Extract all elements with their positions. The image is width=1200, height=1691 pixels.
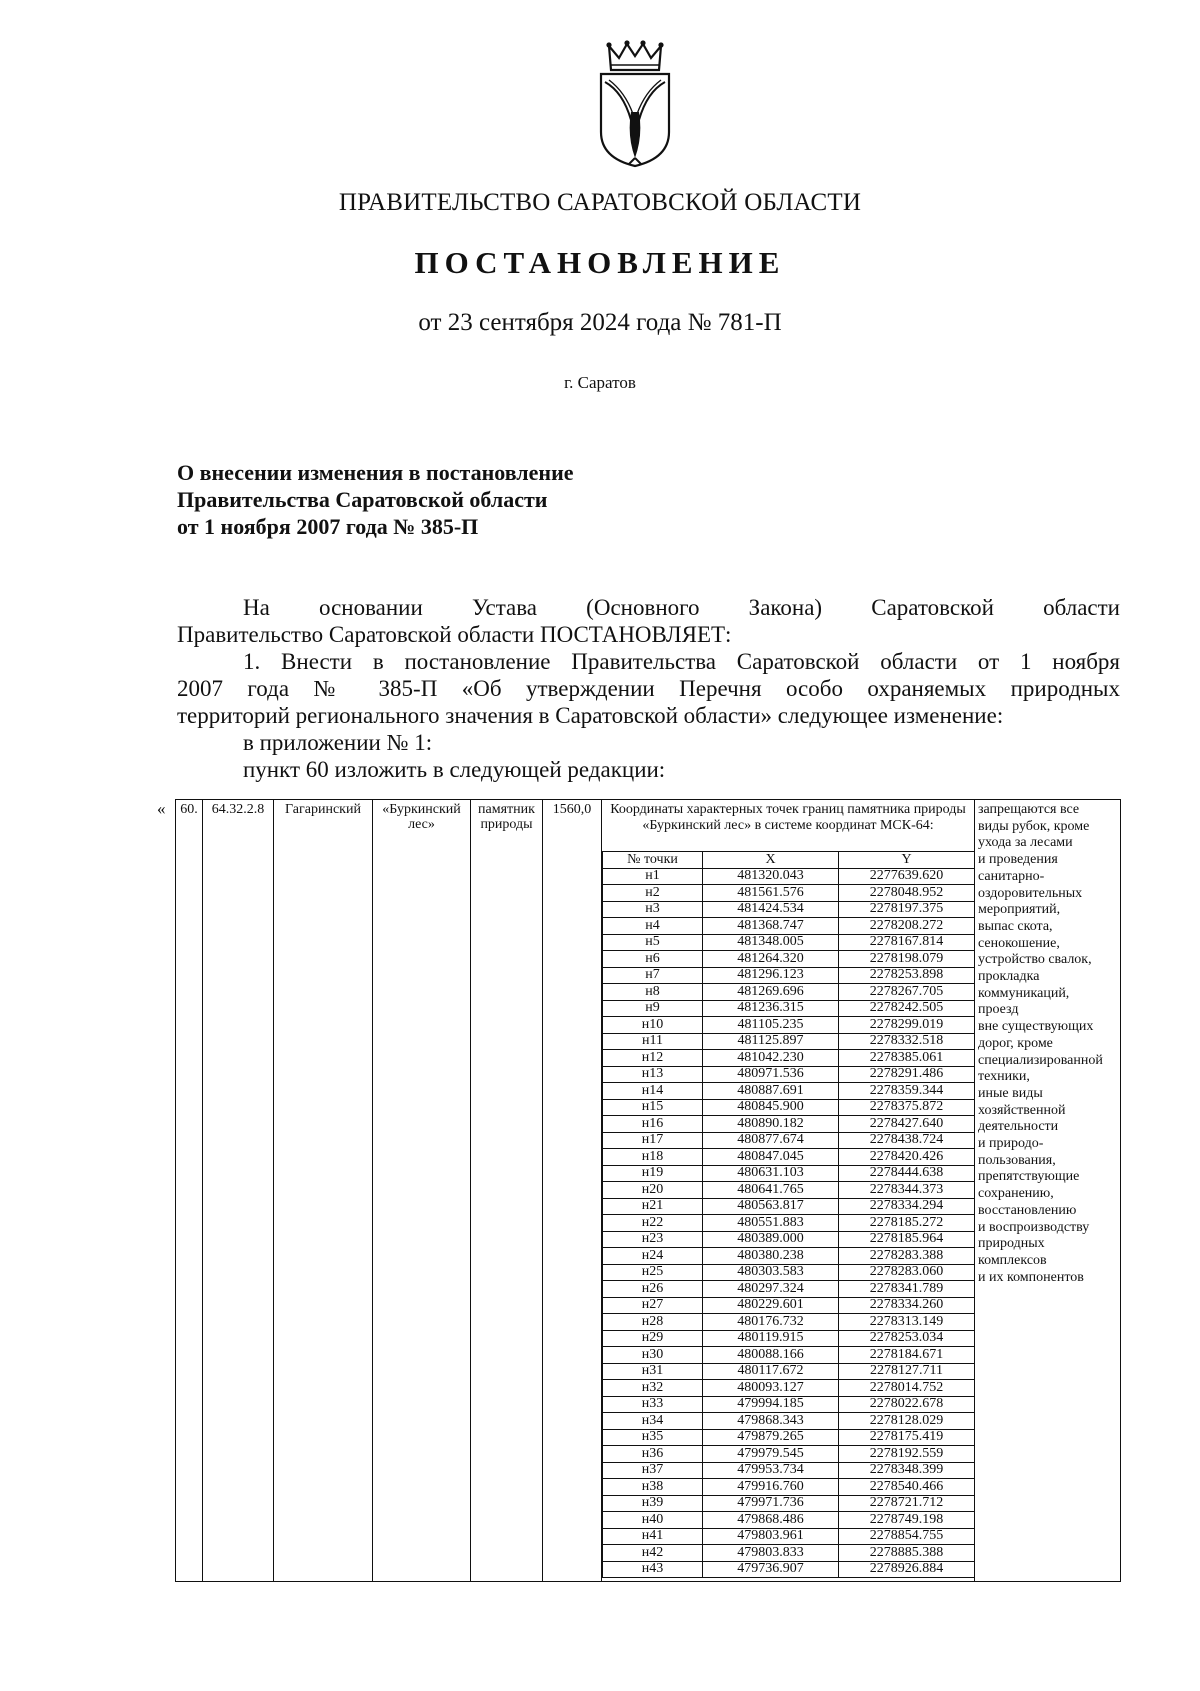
document-body xyxy=(177,594,1120,783)
coord-x: 480563.817 xyxy=(703,1198,839,1215)
coord-x: 480551.883 xyxy=(703,1215,839,1232)
table-row xyxy=(603,951,975,968)
coord-y: 2278438.724 xyxy=(839,1132,975,1149)
document-type: ПОСТАНОВЛЕНИЕ xyxy=(414,245,786,280)
coord-y: 2278344.373 xyxy=(839,1182,975,1199)
coord-x: 479994.185 xyxy=(703,1396,839,1413)
coord-x: 480389.000 xyxy=(703,1231,839,1248)
coord-x: 481264.320 xyxy=(703,951,839,968)
restriction-line: санитарно- xyxy=(978,868,1045,884)
point-id: н38 xyxy=(603,1479,703,1496)
coord-x: 481368.747 xyxy=(703,918,839,935)
coord-x: 479736.907 xyxy=(703,1561,839,1578)
table-row xyxy=(603,1330,975,1347)
restriction-line: и проведения xyxy=(978,852,1058,868)
paragraph-line: 1. Внести в постановление Правительства Саратовской области от 1 ноября xyxy=(243,649,1120,674)
item-code: 64.32.2.8 xyxy=(211,802,265,817)
column-divider xyxy=(202,800,203,1581)
coord-x: 480641.765 xyxy=(703,1182,839,1199)
coord-y: 2278885.388 xyxy=(839,1545,975,1562)
coord-y: 2278291.486 xyxy=(839,1066,975,1083)
point-id: н1 xyxy=(603,868,703,885)
paragraph-line: Правительство Саратовской области ПОСТАНОВЛЯЕТ: xyxy=(177,622,732,647)
subject-line: от 1 ноября 2007 года № 385-П xyxy=(177,514,479,539)
coord-x: 479803.833 xyxy=(703,1545,839,1562)
point-id: н18 xyxy=(603,1149,703,1166)
table-row xyxy=(603,1396,975,1413)
coord-y: 2278253.034 xyxy=(839,1330,975,1347)
table-row xyxy=(603,1066,975,1083)
coord-x: 480303.583 xyxy=(703,1264,839,1281)
point-id: н33 xyxy=(603,1396,703,1413)
coord-y: 2278253.898 xyxy=(839,967,975,984)
table-row xyxy=(603,1561,975,1578)
item-category: памятник природы xyxy=(478,802,535,832)
coordinates-table xyxy=(602,851,975,1578)
coord-y: 2278267.705 xyxy=(839,984,975,1001)
point-id: н28 xyxy=(603,1314,703,1331)
point-id: н15 xyxy=(603,1099,703,1116)
table-row xyxy=(603,967,975,984)
coord-y: 2278283.388 xyxy=(839,1248,975,1265)
point-id: н29 xyxy=(603,1330,703,1347)
coord-x: 479879.265 xyxy=(703,1429,839,1446)
point-id: н39 xyxy=(603,1495,703,1512)
table-row xyxy=(603,1149,975,1166)
table-row xyxy=(603,1545,975,1562)
paragraph-line: пункт 60 изложить в следующей редакции: xyxy=(243,757,666,782)
table-row xyxy=(603,1462,975,1479)
column-divider xyxy=(542,800,543,1581)
point-id: н21 xyxy=(603,1198,703,1215)
table-row xyxy=(603,1528,975,1545)
coord-y: 2278749.198 xyxy=(839,1512,975,1529)
coord-y: 2278185.964 xyxy=(839,1231,975,1248)
table-row xyxy=(603,918,975,935)
table-row xyxy=(603,1099,975,1116)
paragraph-line: 2007 года № 385-П «Об утверждении Перечня особо охраняемых природных xyxy=(177,676,1120,701)
coord-y: 2278420.426 xyxy=(839,1149,975,1166)
coord-y: 2278175.419 xyxy=(839,1429,975,1446)
coord-y: 2278348.399 xyxy=(839,1462,975,1479)
point-id: н6 xyxy=(603,951,703,968)
restriction-line: и природо- xyxy=(978,1136,1044,1152)
point-id: н24 xyxy=(603,1248,703,1265)
point-id: н13 xyxy=(603,1066,703,1083)
table-row xyxy=(603,1000,975,1017)
coord-y: 2278048.952 xyxy=(839,885,975,902)
table-row xyxy=(603,868,975,885)
point-id: н43 xyxy=(603,1561,703,1578)
coord-y: 2278299.019 xyxy=(839,1017,975,1034)
coord-x: 480117.672 xyxy=(703,1363,839,1380)
coord-y: 2278334.294 xyxy=(839,1198,975,1215)
restriction-line: и воспроизводству xyxy=(978,1219,1090,1235)
coord-y: 2278313.149 xyxy=(839,1314,975,1331)
coord-x: 481042.230 xyxy=(703,1050,839,1067)
coord-y: 2277639.620 xyxy=(839,868,975,885)
table-row xyxy=(603,901,975,918)
table-row xyxy=(603,1380,975,1397)
table-row xyxy=(603,1429,975,1446)
point-id: н2 xyxy=(603,885,703,902)
restriction-line: прокладка xyxy=(978,969,1040,985)
coord-x: 480890.182 xyxy=(703,1116,839,1133)
coord-y: 2278192.559 xyxy=(839,1446,975,1463)
coord-y: 2278375.872 xyxy=(839,1099,975,1116)
coord-x: 479868.486 xyxy=(703,1512,839,1529)
coord-y: 2278540.466 xyxy=(839,1479,975,1496)
coord-x: 479971.736 xyxy=(703,1495,839,1512)
column-header: Y xyxy=(839,852,975,869)
amendment-table xyxy=(175,799,1121,1582)
item-district: Гагаринский xyxy=(285,802,361,817)
point-id: н30 xyxy=(603,1347,703,1364)
restriction-line: устройство свалок, xyxy=(978,952,1092,968)
point-id: н9 xyxy=(603,1000,703,1017)
coord-y: 2278184.671 xyxy=(839,1347,975,1364)
item-area: 1560,0 xyxy=(552,802,592,817)
point-id: н36 xyxy=(603,1446,703,1463)
point-id: н20 xyxy=(603,1182,703,1199)
coord-y: 2278854.755 xyxy=(839,1528,975,1545)
coord-x: 479953.734 xyxy=(703,1462,839,1479)
coord-y: 2278128.029 xyxy=(839,1413,975,1430)
table-row xyxy=(603,1116,975,1133)
point-id: н14 xyxy=(603,1083,703,1100)
coord-y: 2278167.814 xyxy=(839,934,975,951)
restriction-line: природных xyxy=(978,1236,1045,1252)
coord-x: 480229.601 xyxy=(703,1297,839,1314)
point-id: н26 xyxy=(603,1281,703,1298)
table-row xyxy=(603,1017,975,1034)
point-id: н23 xyxy=(603,1231,703,1248)
restriction-line: дорог, кроме xyxy=(978,1035,1053,1051)
table-row xyxy=(603,1446,975,1463)
coord-y: 2278208.272 xyxy=(839,918,975,935)
column-divider xyxy=(372,800,373,1581)
coord-x: 480119.915 xyxy=(703,1330,839,1347)
coordinates-title: Координаты характерных точек границ памятника природы «Буркинский лес» в системе координат МСК-64: xyxy=(610,802,966,833)
restriction-line: вне существующих xyxy=(978,1019,1094,1035)
coord-x: 480887.691 xyxy=(703,1083,839,1100)
restriction-line: запрещаются все xyxy=(978,802,1080,817)
coord-x: 479803.961 xyxy=(703,1528,839,1545)
coord-x: 480845.900 xyxy=(703,1099,839,1116)
restriction-line: деятельности xyxy=(978,1119,1059,1135)
table-row xyxy=(603,1083,975,1100)
restriction-line: коммуникаций, xyxy=(978,985,1070,1001)
table-row xyxy=(603,1264,975,1281)
point-id: н16 xyxy=(603,1116,703,1133)
coord-y: 2278242.505 xyxy=(839,1000,975,1017)
coord-x: 480088.166 xyxy=(703,1347,839,1364)
document-subject xyxy=(177,459,574,540)
table-row xyxy=(603,1132,975,1149)
table-row xyxy=(603,1248,975,1265)
issuing-authority: ПРАВИТЕЛЬСТВО САРАТОВСКОЙ ОБЛАСТИ xyxy=(338,189,862,216)
point-id: н8 xyxy=(603,984,703,1001)
coord-x: 481105.235 xyxy=(703,1017,839,1034)
restriction-line: восстановлению xyxy=(978,1202,1077,1218)
point-id: н27 xyxy=(603,1297,703,1314)
coord-y: 2278197.375 xyxy=(839,901,975,918)
coord-x: 481296.123 xyxy=(703,967,839,984)
coord-x: 479868.343 xyxy=(703,1413,839,1430)
point-id: н42 xyxy=(603,1545,703,1562)
column-header: № точки xyxy=(603,852,703,869)
point-id: н5 xyxy=(603,934,703,951)
table-row xyxy=(603,934,975,951)
paragraph-line: в приложении № 1: xyxy=(243,730,433,755)
coord-x: 479916.760 xyxy=(703,1479,839,1496)
coord-y: 2278332.518 xyxy=(839,1033,975,1050)
restriction-line: пользования, xyxy=(978,1152,1056,1168)
document-date-number: от 23 сентября 2024 года № 781-П xyxy=(418,309,782,336)
restriction-line: и их компонентов xyxy=(978,1269,1084,1285)
coord-y: 2278341.789 xyxy=(839,1281,975,1298)
point-id: н35 xyxy=(603,1429,703,1446)
point-id: н10 xyxy=(603,1017,703,1034)
paragraph-line: территорий регионального значения в Саратовской области» следующее изменение: xyxy=(177,703,1004,728)
item-name: «Буркинский лес» xyxy=(382,802,461,832)
coord-x: 480971.536 xyxy=(703,1066,839,1083)
paragraph-line: На основании Устава (Основного Закона) Саратовской области xyxy=(243,595,1120,620)
coord-x: 481236.315 xyxy=(703,1000,839,1017)
point-id: н7 xyxy=(603,967,703,984)
table-row xyxy=(603,1512,975,1529)
coord-x: 480847.045 xyxy=(703,1149,839,1166)
restriction-line: комплексов xyxy=(978,1252,1047,1268)
restriction-line: виды рубок, кроме xyxy=(978,818,1090,834)
coord-y: 2278283.060 xyxy=(839,1264,975,1281)
coord-x: 479979.545 xyxy=(703,1446,839,1463)
coord-y: 2278359.344 xyxy=(839,1083,975,1100)
table-row xyxy=(603,1495,975,1512)
table-row xyxy=(603,1231,975,1248)
restriction-line: выпас скота, xyxy=(978,918,1053,934)
point-id: н32 xyxy=(603,1380,703,1397)
table-row xyxy=(603,1198,975,1215)
table-row xyxy=(603,1033,975,1050)
column-divider xyxy=(470,800,471,1581)
coord-y: 2278926.884 xyxy=(839,1561,975,1578)
coord-y: 2278385.061 xyxy=(839,1050,975,1067)
point-id: н4 xyxy=(603,918,703,935)
coord-x: 481269.696 xyxy=(703,984,839,1001)
table-row xyxy=(603,1363,975,1380)
coord-x: 481424.534 xyxy=(703,901,839,918)
coord-x: 481125.897 xyxy=(703,1033,839,1050)
coord-x: 480380.238 xyxy=(703,1248,839,1265)
table-row xyxy=(603,1281,975,1298)
coord-x: 480297.324 xyxy=(703,1281,839,1298)
coord-x: 481561.576 xyxy=(703,885,839,902)
table-row xyxy=(603,1413,975,1430)
coord-y: 2278022.678 xyxy=(839,1396,975,1413)
restrictions-text xyxy=(978,802,1122,1286)
restriction-line: препятствующие xyxy=(978,1169,1080,1185)
coord-y: 2278444.638 xyxy=(839,1165,975,1182)
restriction-line: хозяйственной xyxy=(978,1102,1066,1118)
point-id: н12 xyxy=(603,1050,703,1067)
coord-x: 480176.732 xyxy=(703,1314,839,1331)
coordinates-header-row xyxy=(603,852,975,869)
point-id: н34 xyxy=(603,1413,703,1430)
item-number: 60. xyxy=(180,802,198,817)
restriction-line: сенокошение, xyxy=(978,935,1060,951)
document-city: г. Саратов xyxy=(564,373,636,392)
point-id: н17 xyxy=(603,1132,703,1149)
table-row xyxy=(603,1182,975,1199)
point-id: н22 xyxy=(603,1215,703,1232)
point-id: н3 xyxy=(603,901,703,918)
point-id: н11 xyxy=(603,1033,703,1050)
restriction-line: ухода за лесами xyxy=(978,835,1073,851)
table-row xyxy=(603,1314,975,1331)
table-row xyxy=(603,1050,975,1067)
coord-y: 2278014.752 xyxy=(839,1380,975,1397)
point-id: н25 xyxy=(603,1264,703,1281)
restriction-line: техники, xyxy=(978,1069,1030,1085)
opening-quote-mark: « xyxy=(157,799,166,818)
table-row xyxy=(603,885,975,902)
subject-line: О внесении изменения в постановление xyxy=(177,460,574,485)
coord-y: 2278127.711 xyxy=(839,1363,975,1380)
table-row xyxy=(603,984,975,1001)
subject-line: Правительства Саратовской области xyxy=(177,487,548,512)
table-row xyxy=(603,1479,975,1496)
coord-x: 481348.005 xyxy=(703,934,839,951)
point-id: н41 xyxy=(603,1528,703,1545)
restriction-line: сохранению, xyxy=(978,1186,1054,1202)
coord-x: 480631.103 xyxy=(703,1165,839,1182)
restriction-line: специализированной xyxy=(978,1052,1103,1068)
coord-x: 480093.127 xyxy=(703,1380,839,1397)
coord-y: 2278721.712 xyxy=(839,1495,975,1512)
point-id: н31 xyxy=(603,1363,703,1380)
coat-of-arms-emblem xyxy=(595,40,675,168)
column-divider xyxy=(273,800,274,1581)
table-row xyxy=(603,1215,975,1232)
coord-x: 480877.674 xyxy=(703,1132,839,1149)
table-row xyxy=(603,1297,975,1314)
restriction-line: иные виды xyxy=(978,1085,1043,1101)
restriction-line: мероприятий, xyxy=(978,902,1061,918)
coord-y: 2278198.079 xyxy=(839,951,975,968)
restriction-line: проезд xyxy=(978,1002,1019,1018)
restriction-line: оздоровительных xyxy=(978,885,1083,901)
table-row xyxy=(603,1347,975,1364)
point-id: н37 xyxy=(603,1462,703,1479)
coord-y: 2278427.640 xyxy=(839,1116,975,1133)
point-id: н40 xyxy=(603,1512,703,1529)
coord-x: 481320.043 xyxy=(703,868,839,885)
coord-y: 2278334.260 xyxy=(839,1297,975,1314)
point-id: н19 xyxy=(603,1165,703,1182)
table-row xyxy=(603,1165,975,1182)
column-header: X xyxy=(703,852,839,869)
coord-y: 2278185.272 xyxy=(839,1215,975,1232)
